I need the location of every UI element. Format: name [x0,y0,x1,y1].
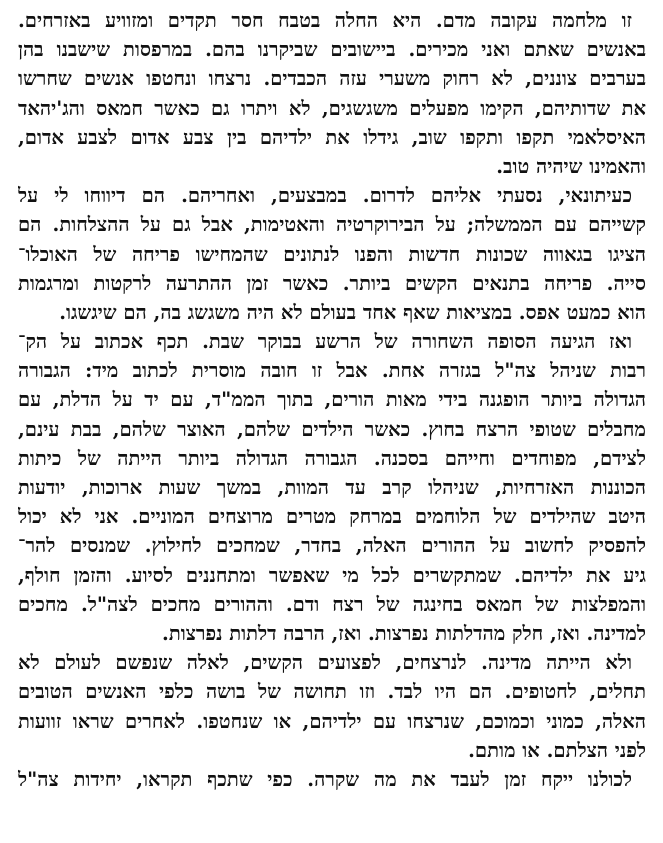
text-line: לפני הצלתם. או מותם. [468,738,646,762]
text-line: גיע את ילדיהם. שמתקשרים לכל מי שאפשר ומתחננים לסיוע. והזמן חולף, [18,563,646,587]
text-line: הכוננות האזרחיות, שניהלו קרב עד המוות, במשך שעות ארוכות, יודעות [18,476,646,499]
paragraph-5 [18,765,646,794]
text-line: ואז הגיעה הסופה השחורה של הרשע בבוקר שבת. תכף אכתוב על הק־ [18,330,632,354]
text-line: רבות שניהל צה"ל בגזרה אחת. אבל זו חובה מוסרית לכתוב מיד: הגבורה [18,359,646,383]
text-line: את שדותיהם, הקימו מפעלים משגשגים, לא ויתרו גם כאשר חמאס והג'יהאד [18,96,646,120]
text-line: הוא כמעט אפס. במציאות שאף אחד בעולם לא היה משגשג בה, הם שיגשגו. [59,300,646,324]
text-line: מחבלים שטופי הרצח בחוץ. כאשר הילדים שלהם, האוצר שלהם, בבת עינם, [18,417,646,441]
text-line: הציגו בגאווה שכונות חדשות והפנו לנתונים שהמחישו פריחה של האוכלו־ [18,242,646,266]
text-line: בערבים צוננים, לא רחוק משערי עזה הכבדים. נרצחו ונחטפו אנשים שחרשו [18,67,646,91]
text-line: הגדולה ביותר הופגנה בידי מאות הורים, בתוך הממ"ד, עם יד על הדלת, עם [18,388,646,412]
text-line: למדינה. ואז, חלק מהדלתות נפרצות. ואז, הרבה דלתות נפרצות. [162,621,646,645]
text-line: זו מלחמה עקובה מדם. היא החלה בטבח חסר תקדים ומזוויע באזרחים. [18,9,632,32]
text-line: כעיתונאי, נסעתי אליהם לדרום. במבצעים, ואחריהם. הם דיווחו לי על [18,184,632,208]
text-line: קשייהם עם הממשלה; על הבירוקרטיה והאטימות, אבל גם על ההצלחות. הם [18,213,646,237]
text-line: תחלים, לחטופים. הם היו לבד. וזו תחושה של בושה כלפי האנשים הטובים [18,680,646,704]
text-line: לכולנו ייקח זמן לעבד את מה שקרה. כפי שתכף תקראו, יחידות צה"ל [18,767,632,791]
text-line: היטב שהילדים של הלוחמים במרחק מטרים מרוצחים המוניים. אני לא יכול [18,505,646,529]
paragraph-2 [18,181,646,327]
text-line: האיסלאמי תקפו ותקפו שוב, גידלו את ילדיהם בין צבע אדום לצבע אדום, [18,125,646,149]
text-line: סייה. פריחה בתנאים הקשים ביותר. כאשר זמן ההתרעה לרקטות ומרגמות [18,271,646,295]
paragraph-1 [18,6,646,181]
text-line: והאמינו שיהיה טוב. [496,154,646,178]
article-page [18,6,646,794]
text-line: לצידם, מפוחדים וחייהם בסכנה. הגבורה הגדולה ביותר הייתה של כיתות [18,446,646,470]
text-line: ולא הייתה מדינה. לנרצחים, לפצועים הקשים, לאלה שנפשם לעולם לא [18,651,632,675]
paragraph-4 [18,648,646,765]
text-line: והמפלצות של חמאס בחינגה של רצח ודם. וההורים מחכים לצה"ל. מחכים [18,592,646,616]
text-line: האלה, כמוני וכמוכם, שנרצחו עם ילדיהם, או שנחטפו. לאחרים שראו זוועות [18,709,646,733]
text-line: באנשים שאתם ואני מכירים. ביישובים שביקרנו בהם. במרפסות שישבנו בהן [18,38,646,62]
paragraph-3 [18,327,646,648]
text-line: להפסיק לחשוב על ההורים האלה, בחדר, שמחכים לחילוץ. שמנסים להר־ [18,534,646,558]
